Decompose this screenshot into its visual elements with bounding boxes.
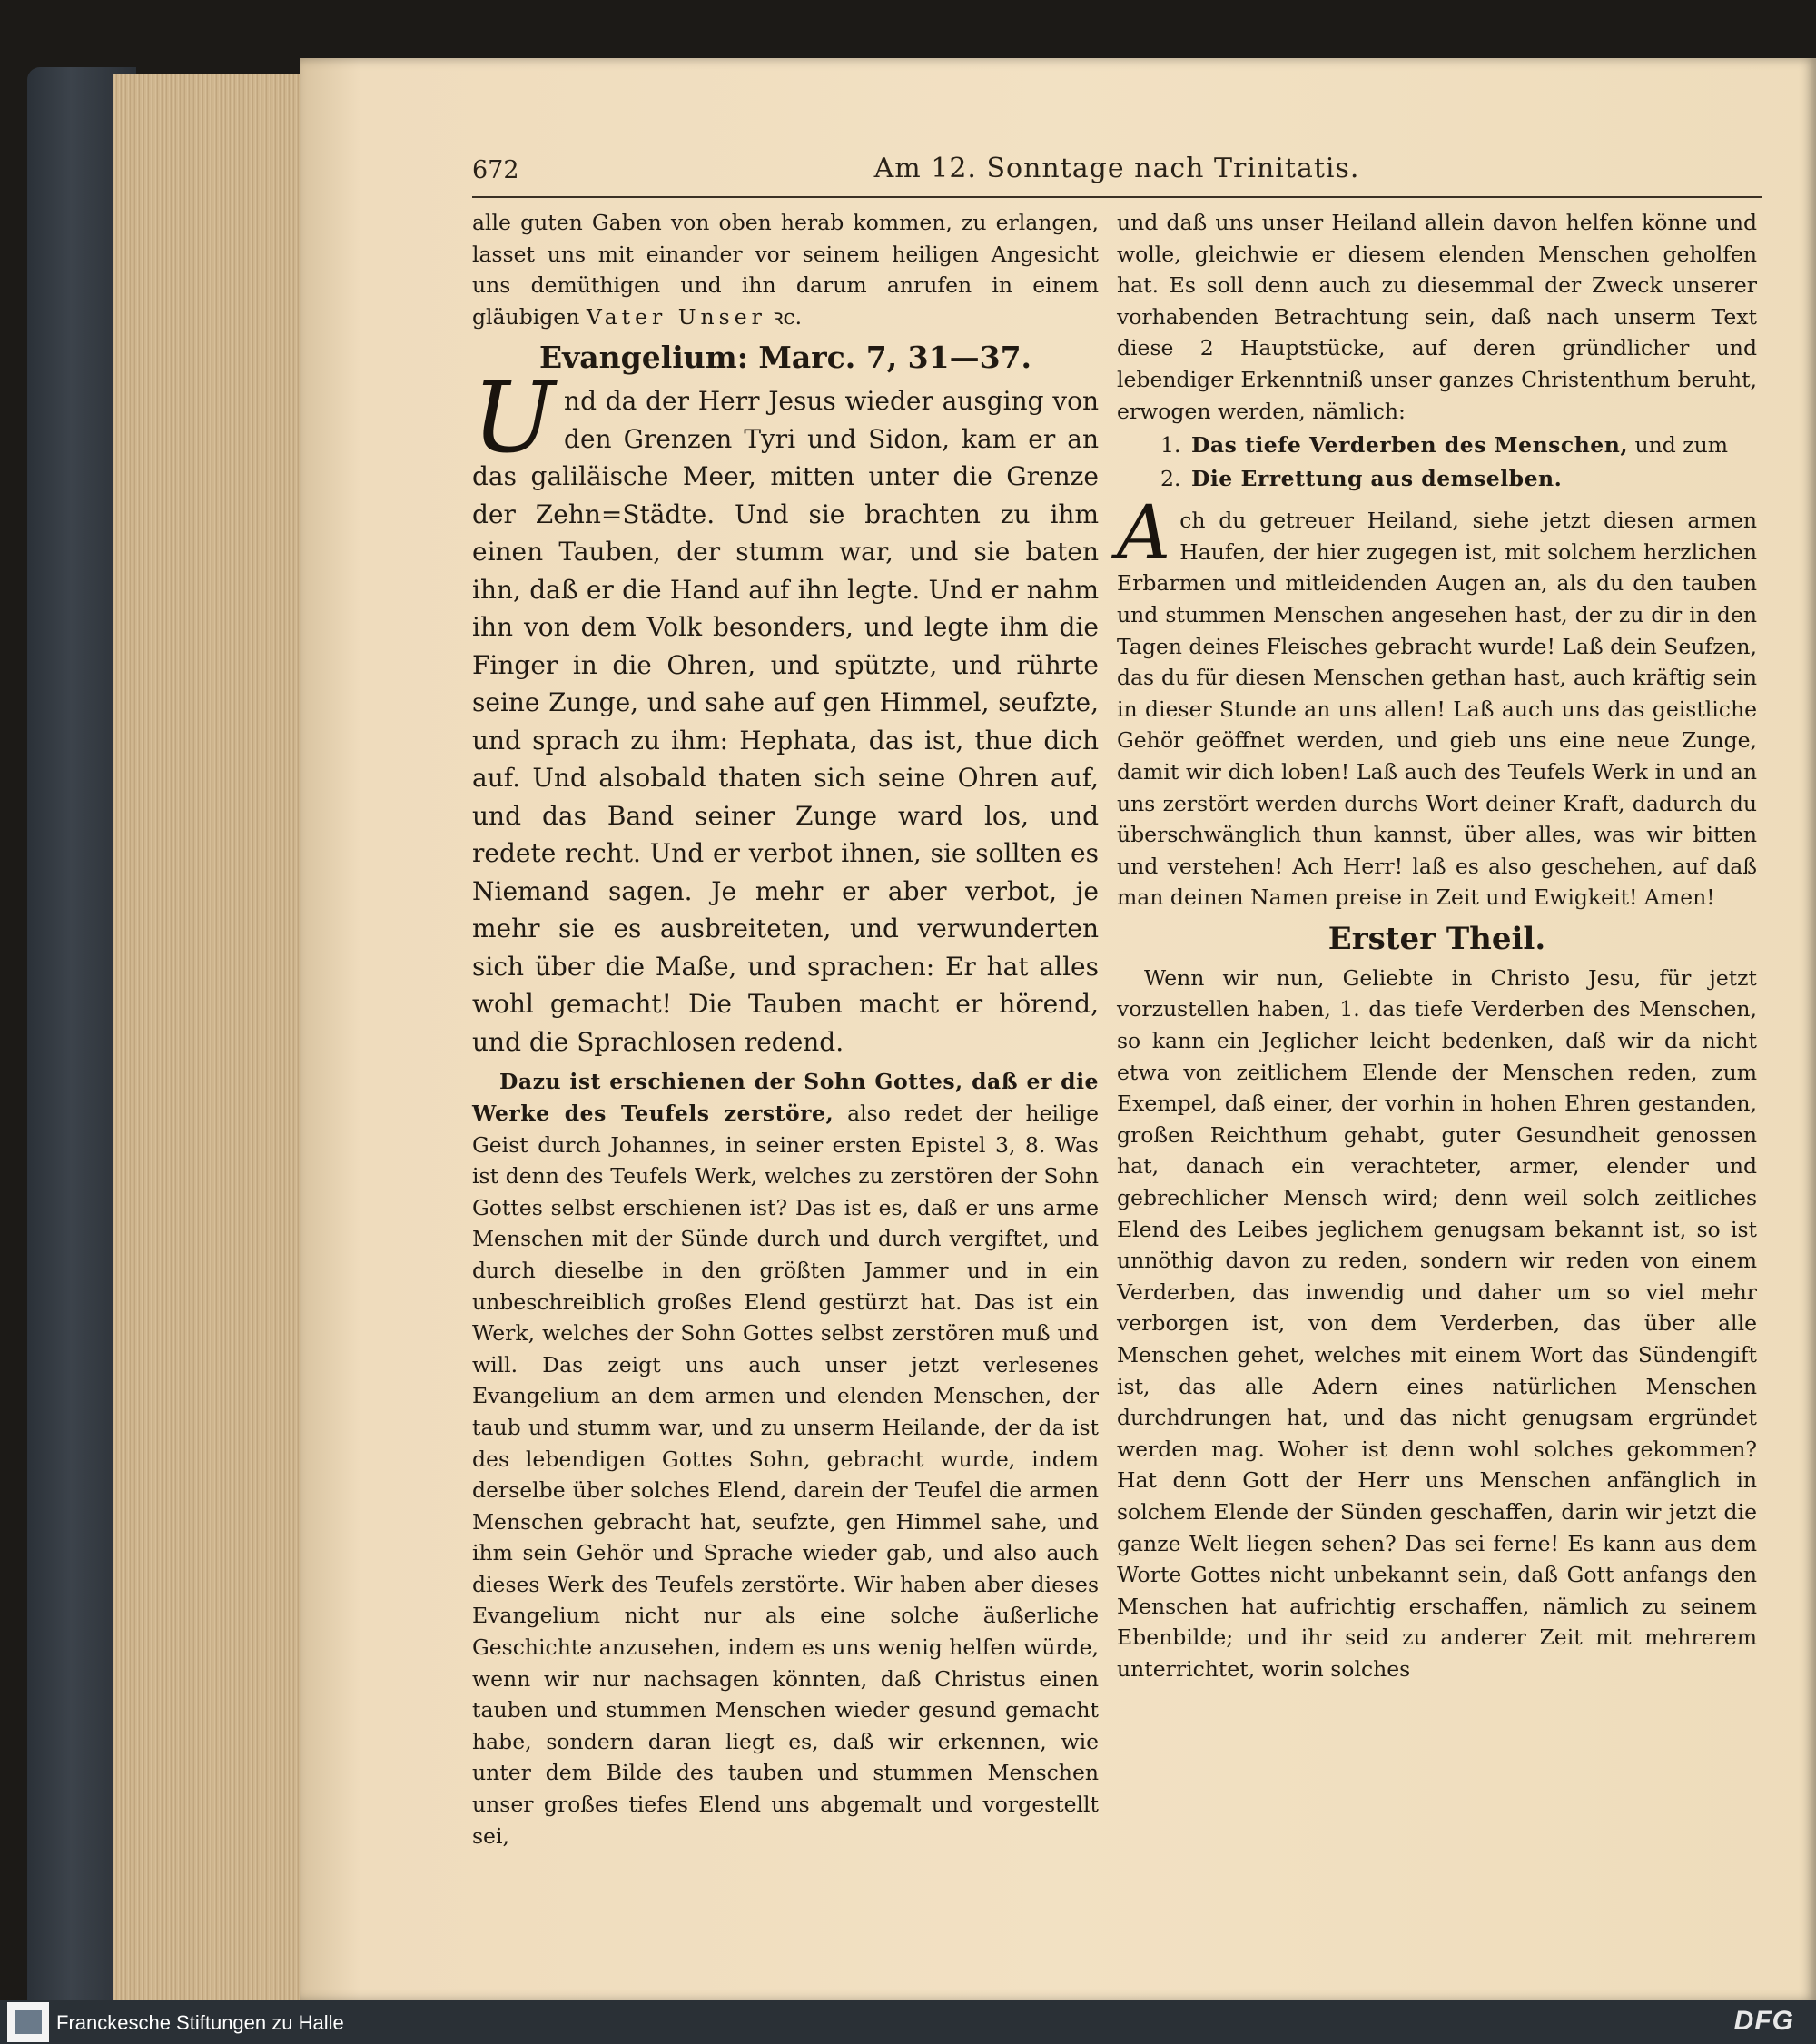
list-label: Das tiefe Verderben des Menschen,	[1191, 432, 1629, 459]
running-head: Am 12. Sonntage nach Trinitatis.	[873, 153, 1360, 184]
sermon-paragraph	[472, 1066, 1099, 1851]
header-rule	[472, 196, 1762, 198]
list-number: 2.	[1160, 466, 1181, 492]
page-header	[472, 149, 1762, 194]
gospel-text	[472, 361, 1099, 1061]
sermon-emphasis: Dazu ist erschienen der Sohn Gottes, daß er die Werke des Teufels zerstöre,	[472, 1069, 1099, 1126]
institution-name: Franckesche Stiftungen zu Halle	[56, 2011, 344, 2034]
gospel-body: nd da der Herr Jesus wieder ausging von den Grenzen Tyri und Sidon, kam er an das galiläische Meer, mitten unter die Grenze der Zehn=Städte. Und sie brachten zu ihm einen Tauben, der stumm war, und sie baten ihn, daß er die Hand auf ihn legte. Und er nahm ihn von dem Volk besonders, und legte ihm die Finger in die Ohren, und spützte, und rührte seine Zunge, und sahe auf gen Himmel, seufzte, und sprach zu ihm: Hephata, das ist, thue dich auf. Und alsobald thaten sich seine Ohren auf, und das Band seiner Zunge ward los, und redete recht. Und er verbot ihnen, sie sollten es Niemand sagen. Je mehr er aber verbot, je mehr sie es ausbreiteten, und verwunderten sich über die Maße, und sprachen: Er hat alles wohl gemacht! Die Tauben macht er hörend, und die Sprachlosen redend.	[472, 386, 1099, 1057]
dfg-logo: DFG	[1733, 2006, 1794, 2036]
main-points-list	[1117, 429, 1757, 496]
gospel-dropcap: U	[472, 361, 556, 476]
right-intro-paragraph: und daß uns unser Heiland allein davon helfen könne und wolle, gleichwie er diesem elenden Menschen geholfen hat. Es soll denn auch zu diesemmal der Zweck unserer vorhabenden Betrachtung sein, daß nach unserm Text diese 2 Hauptstücke, auf deren gründlicher und lebendiger Erkenntniß unser ganzes Christenthum beruht, erwogen werden, nämlich:	[1117, 210, 1757, 424]
left-column	[472, 207, 1099, 1851]
right-column	[1117, 207, 1757, 1685]
list-number: 1.	[1160, 432, 1181, 459]
list-rest: und zum	[1628, 432, 1729, 459]
intro-end: ꝛc.	[765, 303, 803, 330]
book-page	[300, 58, 1816, 2001]
page-edges	[114, 74, 320, 2000]
institution-logo-icon	[7, 2002, 49, 2042]
part1-paragraph: Wenn wir nun, Geliebte in Christo Jesu, für jetzt vorzustellen haben, 1. das tiefe Verderben des Menschen, so kann ein Jeglicher leicht bedenken, daß wir da nicht etwa von zeitlichem Elende der Menschen reden, zum Exempel, daß einer, der vorhin in hohen Ehren gestanden, großen Reichthum gehabt, guter Gesundheit genossen hat, danach ein verachteter, armer, elender und gebrechlicher Mensch wird; denn weil solch zeitliches Elend des Leibes jeglichem genugsam bekannt ist, so ist unnöthig davon zu reden, sondern wir reden von einem Verderben, das inwendig und daher um so viel mehr verborgen ist, von dem Verderben, das über alle Menschen gehet, welches mit einem Wort das Sündengift ist, das alle Adern eines natürlichen Menschen durchdrungen hat, und das nicht genugsam ergründet werden mag. Woher ist denn wohl solches gekommen? Hat denn Gott der Herr uns Menschen anfänglich in solchem Elende der Sünden geschaffen, darin wir jetzt die ganze Welt liegen sehen? Das sei ferne! Es kann aus dem Worte Gottes nicht unbekannt sein, daß Gott anfangs den Menschen hat aufrichtig erschaffen, nämlich zu seinem Ebenbilde; und ihr seid zu anderer Zeit mit mehrerem unterrichtet, worin solches	[1117, 964, 1757, 1682]
intro-spaced-text: Vater Unser	[586, 303, 766, 330]
list-item	[1160, 429, 1757, 462]
list-label: Die Errettung aus demselben.	[1191, 466, 1563, 492]
footer-banner	[0, 2000, 1816, 2044]
book	[27, 58, 1816, 2038]
prayer-dropcap: A	[1117, 490, 1171, 578]
section-heading: Erster Theil.	[1327, 920, 1546, 957]
sermon-body: also redet der heilige Geist durch Johannes, in seiner ersten Epistel 3, 8. Was ist denn des Teufels Werk, welches zu zerstören der Sohn Gottes selbst erschienen ist? Das ist es, daß er uns arme Menschen mit der Sünde durch und durch vergiftet, und durch dieselbe in den größten Jammer und in ein unbeschreiblich großes Elend gestürzt hat. Das ist ein Werk, welches der Sohn Gottes selbst zerstören muß und will. Das zeigt uns auch unser jetzt verlesenes Evangelium an dem armen und elenden Menschen, der taub und stumm war, und zu unserm Heilande, der da ist des lebendigen Gottes Sohn, gebracht wurde, indem derselbe über solches Elend, darein der Teufel die armen Menschen gebracht hat, seufzte, gen Himmel sahe, und ihm sein Gehör und Sprache wieder gab, und also auch dieses Werk des Teufels zerstörte. Wir haben aber dieses Evangelium nicht nur als eine solche äußerliche Geschichte anzusehen, indem es uns wenig helfen würde, wenn wir nur nachsagen könnten, daß Christus einen tauben und stummen Menschen wieder gesund gemacht habe, sondern daran liegt es, daß wir erkennen, wie unter dem Bilde des tauben und stummen Menschen unser großes tiefes Elend uns abgemalt und vorgestellt sei,	[472, 1100, 1100, 1849]
prayer-paragraph	[1117, 490, 1757, 913]
intro-paragraph	[472, 207, 1099, 332]
gospel-heading: Evangelium: Marc. 7, 31—37.	[538, 340, 1032, 376]
list-item	[1160, 462, 1757, 496]
prayer-body: ch du getreuer Heiland, siehe jetzt diesen armen Haufen, der hier zugegen ist, mit solchem herzlichen Erbarmen und mitleidenden Augen an, als du den tauben und stummen Menschen angesehen hast, der zu dir in den Tagen deines Fleisches gebracht wurde! Laß dein Seufzen, das du für diesen Menschen gethan hast, auch kräftig sein in dieser Stunde an uns allen! Laß auch uns das geistliche Gehör geöffnet werden, und gieb uns eine neue Zunge, damit wir dich loben! Laß auch des Teufels Werk in und an uns zerstört werden durchs Wort deiner Kraft, dadurch du überschwänglich thun kannst, über alles, was wir bitten und verstehen! Ach Herr! laß es also geschehen, auf daß man deinen Namen preise in Zeit und Ewigkeit! Amen!	[1117, 508, 1757, 911]
page-number: 672	[472, 156, 519, 184]
intro-text: alle guten Gaben von oben herab kommen, zu erlangen, lasset uns mit einander vor seinem heiligen Angesicht uns demüthigen und ihn darum anrufen in einem gläubigen	[472, 210, 1099, 330]
